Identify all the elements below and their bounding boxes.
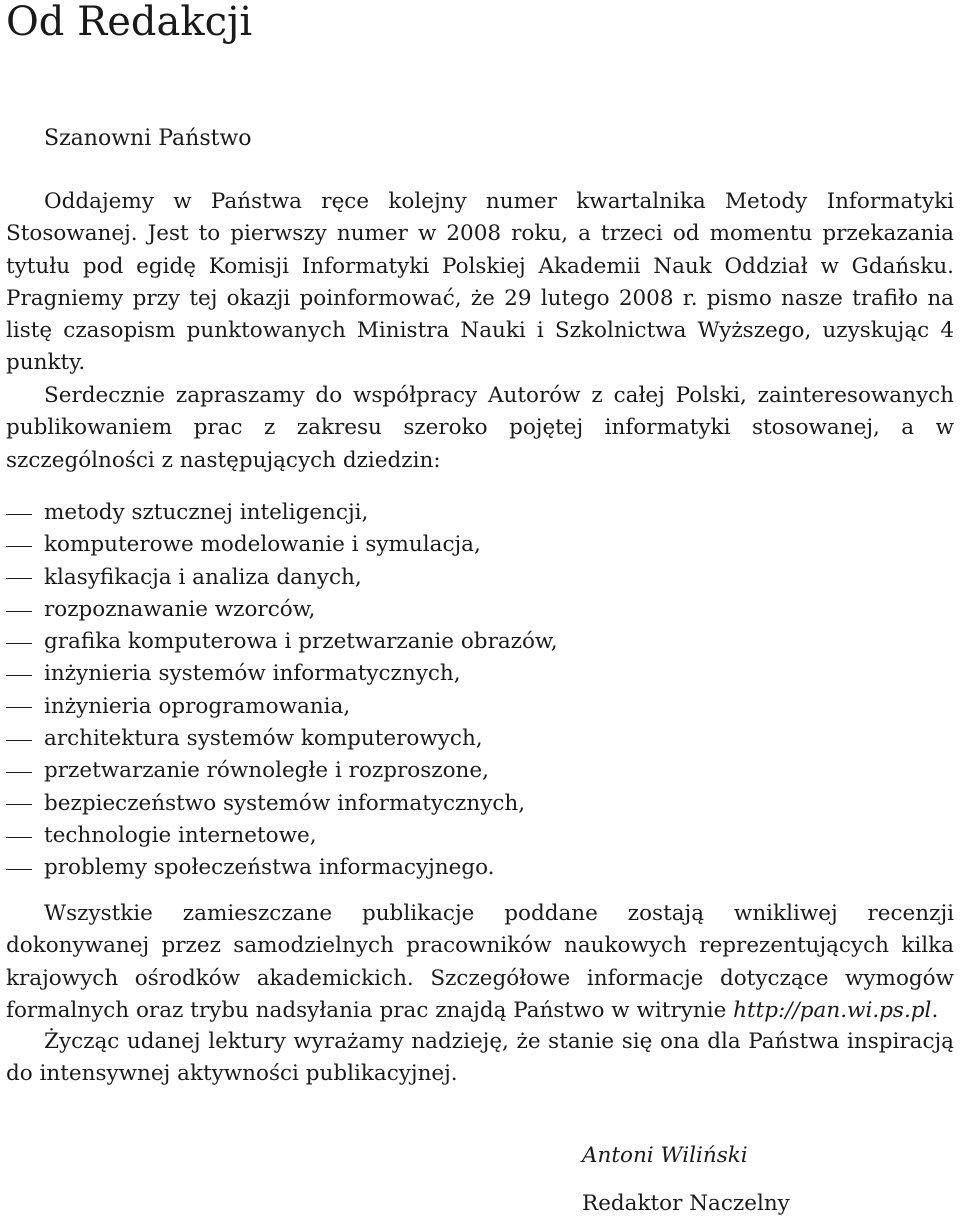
dash-marker: [6, 869, 32, 870]
list-item: metody sztucznej inteligencji,: [6, 497, 558, 529]
list-item: grafika komputerowa i przetwarzanie obrazów,: [6, 626, 558, 658]
list-item: inżynieria systemów informatycznych,: [6, 658, 558, 690]
greeting: Szanowni Państwo: [44, 126, 252, 151]
list-item: bezpieczeństwo systemów informatycznych,: [6, 788, 558, 820]
dash-marker: [6, 546, 32, 547]
list-item: architektura systemów komputerowych,: [6, 723, 558, 755]
dash-marker: [6, 514, 32, 515]
dash-marker: [6, 804, 32, 805]
intro-paragraph: Oddajemy w Państwa ręce kolejny numer kwartalnika Metody Informatyki Stosowanej. Jest to pierwszy numer w 2008 roku, a trzeci od momentu przekazania tytułu pod egidę Komisji Informatyki Polskiej Akademii Nauk Oddział w Gdańsku. Pragniemy przy tej okazji poinformować, że 29 lutego 2008 r. pismo nasze trafiło na listę czasopism punktowanych Ministra Nauki i Szkolnictwa Wyższego, uzyskując 4 punkty.: [6, 189, 954, 376]
dash-marker: [6, 707, 32, 708]
dash-marker: [6, 675, 32, 676]
list-item: rozpoznawanie wzorców,: [6, 594, 558, 626]
dash-marker: [6, 578, 32, 579]
dash-marker: [6, 772, 32, 773]
review-paragraph: Wszystkie zamieszczane publikacje poddane zostają wnikliwej recenzji dokonywanej przez samodzielnych pracowników naukowych reprezentujących kilka krajowych ośrodków akademickich. Szczegółowe informacje dotyczące wymogów formalnych oraz trybu nadsyłania prac znajdą Państwo w witrynie http://pan.wi.ps.pl.: [6, 901, 954, 1023]
list-item: problemy społeczeństwa informacyjnego.: [6, 852, 558, 884]
dash-marker: [6, 643, 32, 644]
list-item: przetwarzanie równoległe i rozproszone,: [6, 755, 558, 787]
closing-paragraph: Życząc udanej lektury wyrażamy nadzieję, że stanie się ona dla Państwa inspiracją do intensywnej aktywności publikacyjnej.: [6, 1029, 954, 1087]
dash-marker: [6, 740, 32, 741]
dash-marker: [6, 837, 32, 838]
signature-name: Antoni Wiliński: [582, 1143, 748, 1168]
website-link[interactable]: http://pan.wi.ps.pl: [733, 997, 932, 1023]
list-item: klasyfikacja i analiza danych,: [6, 562, 558, 594]
list-item: inżynieria oprogramowania,: [6, 691, 558, 723]
list-item: komputerowe modelowanie i symulacja,: [6, 529, 558, 561]
topics-list: [6, 497, 558, 885]
list-item: technologie internetowe,: [6, 820, 558, 852]
signature-role: Redaktor Naczelny: [582, 1191, 790, 1216]
page-title: Od Redakcji: [6, 0, 253, 45]
invitation-paragraph: Serdecznie zapraszamy do współpracy Autorów z całej Polski, zainteresowanych publikowaniem prac z zakresu szeroko pojętej informatyki stosowanej, a w szczególności z następujących dziedzin:: [6, 383, 954, 473]
dash-marker: [6, 611, 32, 612]
